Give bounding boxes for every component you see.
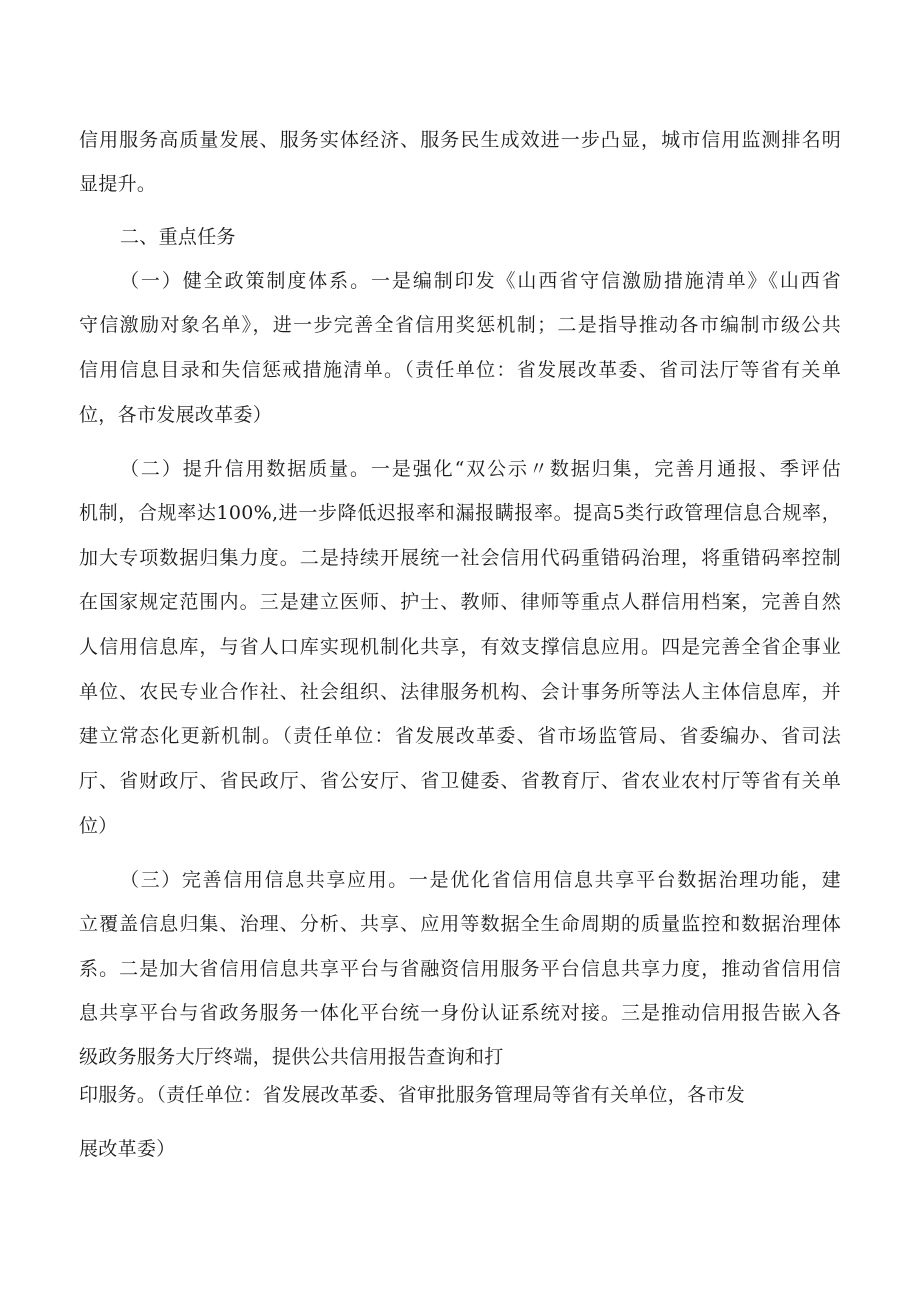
task-3-line-5: 级政务服务大厅终端，提供公共信用报告查询和打 — [79, 1046, 504, 1068]
task-2-line-5: 人信用信息库，与省人口库实现机制化共享，有效支撑信息应用。四是完善全省企事业 — [79, 636, 841, 658]
task-1-line-4: 位，各市发展改革委） — [79, 404, 273, 426]
task-3-line-3: 系。二是加大省信用信息共享平台与省融资信用服务平台信息共享力度，推动省信用信 — [79, 958, 841, 980]
task-2-line-9: 位） — [79, 815, 118, 837]
task-1-line-3: 信用信息目录和失信惩戒措施清单。（责任单位：省发展改革委、省司法厅等省有关单 — [79, 359, 841, 381]
task-2-line-4: 在国家规定范围内。三是建立医师、护士、教师、律师等重点人群信用档案，完善自然 — [79, 591, 841, 613]
task-2-line-2: 机制，合规率达100%,进一步降低迟报率和漏报瞒报率。提高5类行政管理信息合规率， — [79, 502, 841, 524]
task-3-line-6: 印服务。（责任单位：省发展改革委、省审批服务管理局等省有关单位，各市发 — [79, 1084, 746, 1106]
task-2-line-7: 建立常态化更新机制。（责任单位：省发展改革委、省市场监管局、省委编办、省司法 — [79, 725, 841, 747]
intro-line-2: 显提升。 — [79, 173, 157, 195]
task-2-line-3: 加大专项数据归集力度。二是持续开展统一社会信用代码重错码治理，将重错码率控制 — [79, 547, 841, 569]
task-3-line-2: 立覆盖信息归集、治理、分析、共享、应用等数据全生命周期的质量监控和数据治理体 — [79, 913, 841, 935]
intro-line-1: 信用服务高质量发展、服务实体经济、服务民生成效进一步凸显，城市信用监测排名明 — [79, 129, 841, 151]
task-3-line-7: 展改革委） — [79, 1138, 176, 1160]
task-1-line-2: 守信激励对象名单》，进一步完善全省信用奖惩机制；二是指导推动各市编制市级公共 — [79, 314, 841, 336]
task-3-line-4: 息共享平台与省政务服务一体化平台统一身份认证系统对接。三是推动信用报告嵌入各 — [79, 1002, 841, 1024]
task-2-line-6: 单位、农民专业合作社、社会组织、法律服务机构、会计事务所等法人主体信息库，并 — [79, 681, 841, 703]
task-2-line-8: 厅、省财政厅、省民政厅、省公安厅、省卫健委、省教育厅、省农业农村厅等省有关单 — [79, 770, 841, 792]
section-heading: 二、重点任务 — [120, 226, 236, 248]
task-3-line-1: （三）完善信用信息共享应用。一是优化省信用信息共享平台数据治理功能，建 — [120, 869, 841, 891]
task-2-line-1: （二）提升信用数据质量。一是强化“双公示〃数据归集，完善月通报、季评估 — [120, 458, 841, 480]
task-1-line-1: （一）健全政策制度体系。一是编制印发《山西省守信激励措施清单》《山西省 — [120, 270, 841, 292]
